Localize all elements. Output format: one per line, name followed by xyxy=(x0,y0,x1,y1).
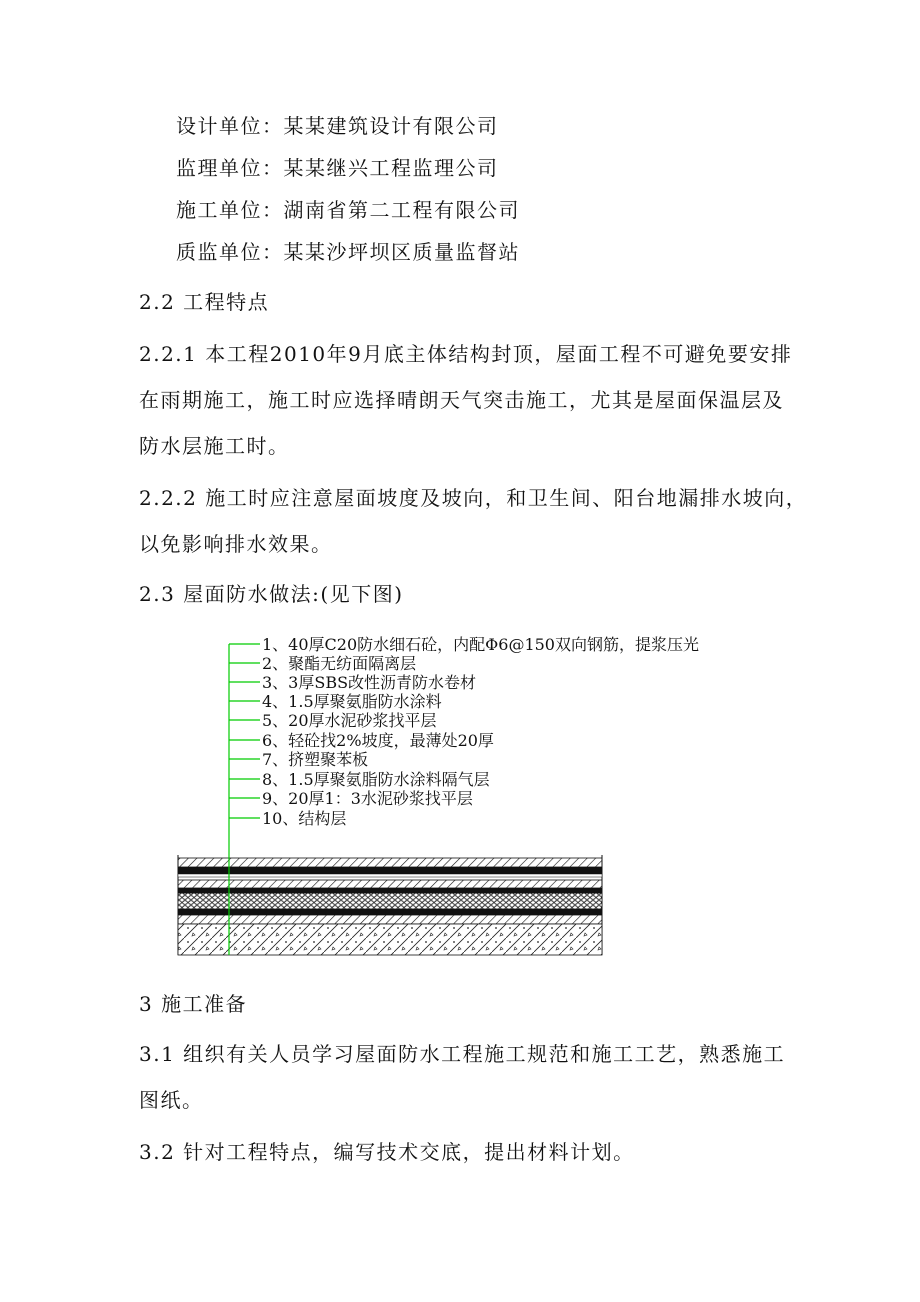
layer-label-2: 2、聚酯无纺面隔离层 xyxy=(262,654,417,673)
roof-layers-section xyxy=(178,855,602,955)
layer-label-1: 1、40厚C20防水细石砼，内配Φ6@150双向钢筋，提浆压光 xyxy=(262,635,699,654)
construction-unit: 施工单位：湖南省第二工程有限公司 xyxy=(176,198,520,222)
vapor-barrier-layer xyxy=(178,909,602,915)
coating-layer xyxy=(178,874,602,877)
paragraph-2-2-1-line2: 在雨期施工，施工时应选择晴朗天气突击施工，尤其是屋面保温层及 xyxy=(139,388,784,412)
paragraph-3-1-line2: 图纸。 xyxy=(139,1088,204,1112)
layer-label-4: 4、1.5厚聚氨脂防水涂料 xyxy=(262,692,442,711)
section-heading-2-2: 2.2 工程特点 xyxy=(139,290,270,314)
leveling-layer xyxy=(178,880,602,888)
section-heading-3: 3 施工准备 xyxy=(139,992,248,1016)
layer-label-10: 10、结构层 xyxy=(262,809,347,828)
roof-waterproofing-diagram xyxy=(170,630,699,964)
layer-label-6: 6、轻砼找2%坡度，最薄处20厚 xyxy=(262,731,494,750)
paragraph-3-1-line1: 3.1 组织有关人员学习屋面防水工程施工规范和施工工艺，熟悉施工 xyxy=(139,1042,786,1066)
layer-label-9: 9、20厚1：3水泥砂浆找平层 xyxy=(262,789,473,808)
layer-label-8: 8、1.5厚聚氨脂防水涂料隔气层 xyxy=(262,770,490,789)
paragraph-2-2-2-line2: 以免影响排水效果。 xyxy=(139,532,333,556)
paragraph-3-2: 3.2 针对工程特点，编写技术交底，提出材料计划。 xyxy=(139,1140,635,1164)
paragraph-2-2-2-line1: 2.2.2 施工时应注意屋面坡度及坡向，和卫生间、阳台地漏排水坡向， xyxy=(139,486,808,510)
structural-layer xyxy=(178,924,602,955)
paragraph-2-2-1-line3: 防水层施工时。 xyxy=(139,434,290,458)
fine-concrete-layer xyxy=(178,858,602,867)
roof-section-svg xyxy=(170,630,699,960)
quality-unit: 质监单位：某某沙坪坝区质量监督站 xyxy=(176,240,520,264)
xps-board-layer xyxy=(178,893,602,909)
section-heading-2-3: 2.3 屋面防水做法:(见下图) xyxy=(139,582,404,606)
layer-label-7: 7、挤塑聚苯板 xyxy=(262,750,369,769)
layer-label-5: 5、20厚水泥砂浆找平层 xyxy=(262,711,437,730)
membrane-layer xyxy=(178,867,602,874)
layer-labels xyxy=(262,635,699,828)
layer-label-3: 3、3厚SBS改性沥青防水卷材 xyxy=(262,673,477,692)
mortar-layer xyxy=(178,915,602,924)
supervision-unit: 监理单位：某某继兴工程监理公司 xyxy=(176,156,499,180)
paragraph-2-2-1-line1: 2.2.1 本工程2010年9月底主体结构封顶，屋面工程不可避免要安排 xyxy=(139,342,793,366)
design-unit: 设计单位：某某建筑设计有限公司 xyxy=(176,114,499,138)
light-concrete-layer xyxy=(178,888,602,893)
